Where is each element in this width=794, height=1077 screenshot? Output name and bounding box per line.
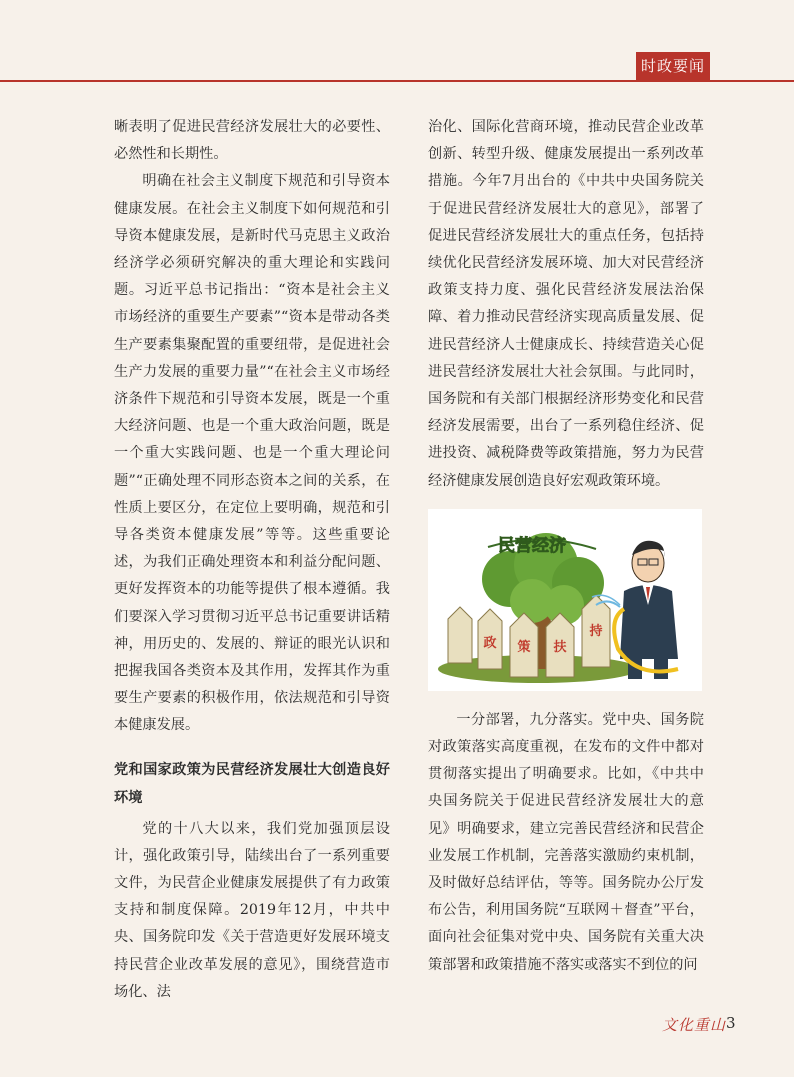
page-number: 3 [726, 1014, 736, 1032]
fence-label: 持 [589, 623, 603, 639]
banner-text: 民营经济 [498, 535, 566, 556]
section-heading: 党和国家政策为民营经济发展壮大创造良好环境 [114, 761, 390, 806]
illustration-svg [428, 509, 702, 691]
paragraph: 党的十八大以来，我们党加强顶层设计，强化政策引导，陆续出台了一系列重要文件，为民营企业健康发展提供了有力政策支持和制度保障。2019年12月，中共中央、国务院印发《关于营造更好发展环境支持民营企业改革发展的意见》，围绕营造市场化、法 [114, 820, 390, 1000]
header-rule [0, 80, 794, 82]
section-tab[interactable]: 时政要闻 [636, 52, 710, 80]
fence-label: 政 [483, 635, 497, 651]
left-column [114, 114, 390, 1006]
paragraph: 治化、国际化营商环境，推动民营企业改革创新、转型升级、健康发展提出一系列改革措施。今年7月出台的《中共中央国务院关于促进民营经济发展壮大的意见》，部署了促进民营经济发展壮大的重点任务，包括持续优化民营经济发展环境、加大对民营经济政策支持力度、强化民营经济发展法治保障、着力推动民营经济实现高质量发展、促进民营经济人士健康成长、持续营造关心促进民营经济发展壮大社会氛围。与此同时，国务院和有关部门根据经济形势变化和民营经济发展需要，出台了一系列稳住经济、促进投资、减税降费等政策措施，努力为民营经济健康发展创造良好宏观政策环境。 [428, 119, 704, 489]
right-column [428, 114, 704, 979]
policy-illustration [428, 509, 702, 691]
magazine-logo: 文化重山 [662, 1016, 727, 1034]
paragraph: 明确在社会主义制度下规范和引导资本健康发展。在社会主义制度下如何规范和引导资本健康发展，是新时代马克思主义政治经济学必须研究解决的重大理论和实践问题。习近平总书记指出：“资本是社会主义市场经济的重要生产要素”“资本是带动各类生产要素集聚配置的重要纽带，是促进社会生产力发展的重要力量”“在社会主义市场经济条件下规范和引导资本发展，既是一个重大经济问题、也是一个重大政治问题，既是一个重大实践问题、也是一个重大理论问题”“正确处理不同形态资本之间的关系，在性质上要区分，在定位上要明确，规范和引导各类资本健康发展”等等。这些重要论述，为我们正确处理资本和利益分配问题、更好发挥资本的功能等提供了根本遵循。我们要深入学习贯彻习近平总书记重要讲话精神，用历史的、发展的、辩证的眼光认识和把握我国各类资本及其作用，发挥其作为重要生产要素的积极作用，依法规范和引导资本健康发展。 [114, 173, 390, 734]
paragraph: 晰表明了促进民营经济发展壮大的必要性、必然性和长期性。 [114, 119, 390, 163]
paragraph: 一分部署，九分落实。党中央、国务院对政策落实高度重视，在发布的文件中都对贯彻落实提出了明确要求。比如，《中共中央国务院关于促进民营经济发展壮大的意见》明确要求，建立完善民营经济和民营企业发展工作机制，完善落实激励约束机制，及时做好总结评估，等等。国务院办公厅发布公告，利用国务院“互联网＋督查”平台，面向社会征集对党中央、国务院有关重大决策部署和政策措施不落实或落实不到位的问 [428, 711, 704, 973]
fence-label: 扶 [553, 639, 567, 655]
fence-label: 策 [517, 639, 531, 655]
